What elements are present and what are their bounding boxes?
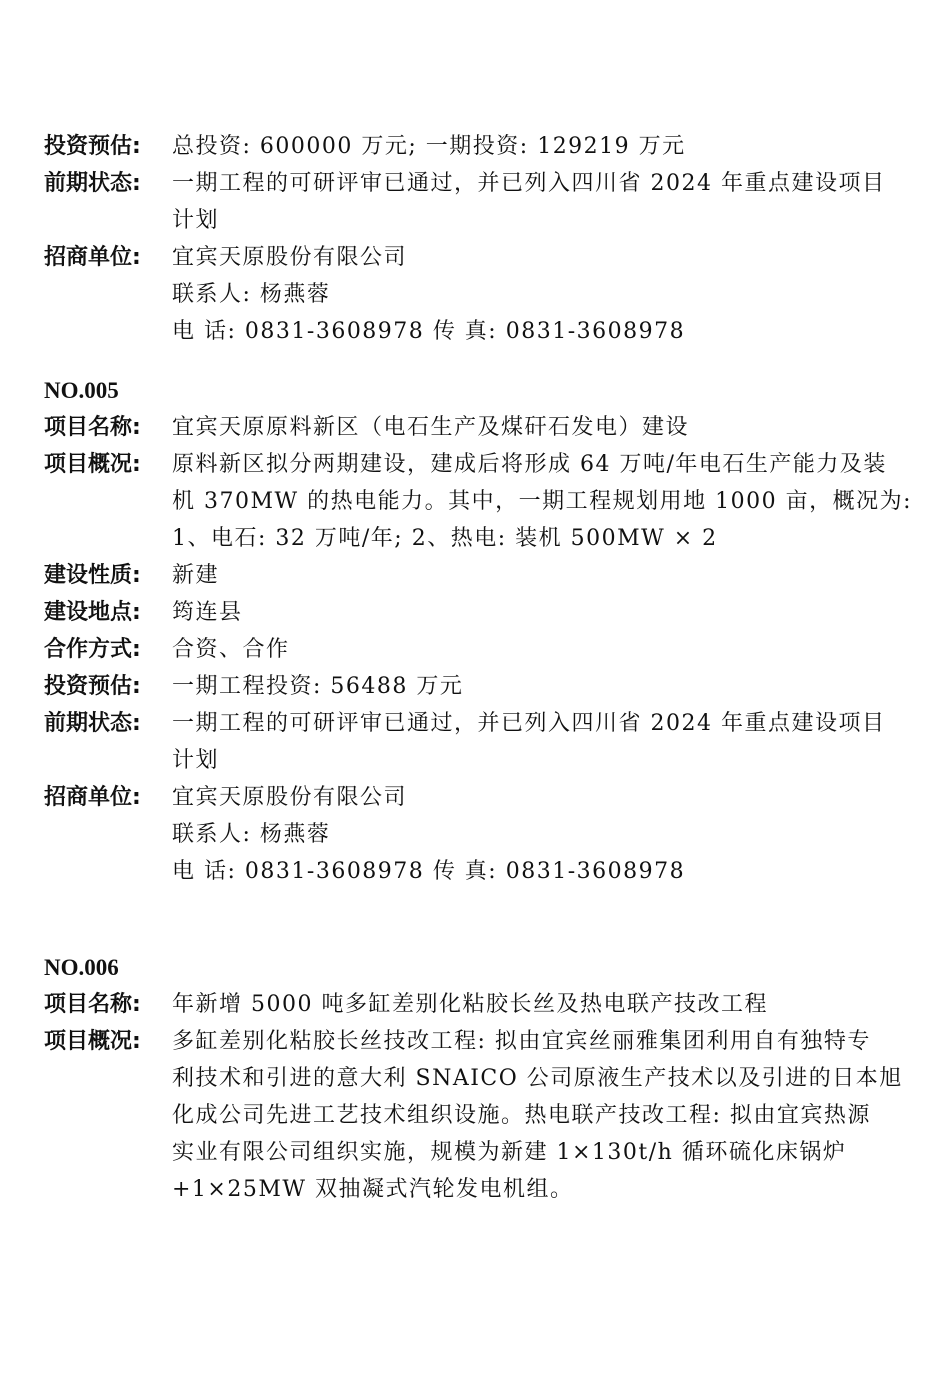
field-label: 前期状态:: [44, 171, 141, 196]
unit-name: 宜宾天原股份有限公司: [172, 785, 408, 810]
overview-row: [44, 1023, 930, 1208]
field-label: 项目名称:: [44, 415, 141, 440]
field-value: [172, 779, 930, 890]
field-label: 项目名称:: [44, 992, 141, 1017]
value-line: 1、电石: 32 万吨/年; 2、热电: 装机 500MW × 2: [172, 526, 718, 551]
field-value: 年新增 5000 吨多缸差别化粘胶长丝及热电联产技改工程: [172, 992, 768, 1017]
overview-row: [44, 446, 930, 557]
field-value: [172, 165, 930, 239]
nature-row: [44, 557, 930, 594]
value-line: 一期工程的可研评审已通过，并已列入四川省 2024 年重点建设项目: [172, 171, 886, 196]
document-page: [44, 128, 930, 1208]
coop-row: [44, 631, 930, 668]
value-line: 原料新区拟分两期建设，建成后将形成 64 万吨/年电石生产能力及装: [172, 452, 887, 477]
section-spacer: [44, 890, 930, 949]
invest-row: [44, 668, 930, 705]
value-line: +1×25MW 双抽凝式汽轮发电机组。: [172, 1177, 574, 1202]
value-line: 多缸差别化粘胶长丝技改工程: 拟由宜宾丝丽雅集团利用自有独特专: [172, 1029, 871, 1054]
unit-row: [44, 239, 930, 350]
field-value: 筠连县: [172, 600, 243, 625]
field-label: 投资预估:: [44, 134, 141, 159]
status-row: [44, 165, 930, 239]
field-label: 前期状态:: [44, 711, 141, 736]
field-value: 宜宾天原原料新区（电石生产及煤矸石发电）建设: [172, 415, 690, 440]
contact-person: 联系人: 杨燕蓉: [172, 282, 331, 307]
fax: 传 真: 0831-3608978: [432, 859, 686, 884]
contact-line: [172, 313, 930, 350]
contact-line: [172, 853, 930, 890]
place-row: [44, 594, 930, 631]
unit-name: 宜宾天原股份有限公司: [172, 245, 408, 270]
field-value: [172, 705, 930, 779]
field-label: 项目概况:: [44, 452, 141, 477]
contact-person: 联系人: 杨燕蓉: [172, 822, 331, 847]
value-line: 机 370MW 的热电能力。其中，一期工程规划用地 1000 亩，概况为:: [172, 489, 913, 514]
field-value: [172, 446, 930, 557]
value-line: 一期工程的可研评审已通过，并已列入四川省 2024 年重点建设项目: [172, 711, 886, 736]
invest-row: [44, 128, 930, 165]
field-value: 新建: [172, 563, 220, 588]
field-value: [172, 239, 930, 350]
field-value: 一期工程投资: 56488 万元: [172, 674, 464, 699]
field-value: 总投资: 600000 万元; 一期投资: 129219 万元: [172, 134, 686, 159]
field-label: 建设性质:: [44, 563, 141, 588]
value-line: 利技术和引进的意大利 SNAICO 公司原液生产技术以及引进的日本旭: [172, 1066, 903, 1091]
field-label: 项目概况:: [44, 1029, 141, 1054]
field-value: 合资、合作: [172, 637, 290, 662]
field-value: [172, 1023, 930, 1208]
unit-row: [44, 779, 930, 890]
field-label: 投资预估:: [44, 674, 141, 699]
value-line: 化成公司先进工艺技术组织设施。热电联产技改工程: 拟由宜宾热源: [172, 1103, 871, 1128]
field-label: 招商单位:: [44, 245, 141, 270]
value-line: 实业有限公司组织实施，规模为新建 1×130t/h 循环硫化床锅炉: [172, 1140, 847, 1165]
field-label: 建设地点:: [44, 600, 141, 625]
project-number-005: NO.005: [44, 378, 119, 403]
status-row: [44, 705, 930, 779]
name-row: [44, 409, 930, 446]
field-label: 合作方式:: [44, 637, 141, 662]
name-row: [44, 986, 930, 1023]
phone: 电 话: 0831-3608978: [172, 319, 425, 344]
value-line: 计划: [172, 208, 220, 233]
value-line: 计划: [172, 748, 220, 773]
project-number-006: NO.006: [44, 955, 119, 980]
phone: 电 话: 0831-3608978: [172, 859, 425, 884]
field-label: 招商单位:: [44, 785, 141, 810]
fax: 传 真: 0831-3608978: [432, 319, 686, 344]
